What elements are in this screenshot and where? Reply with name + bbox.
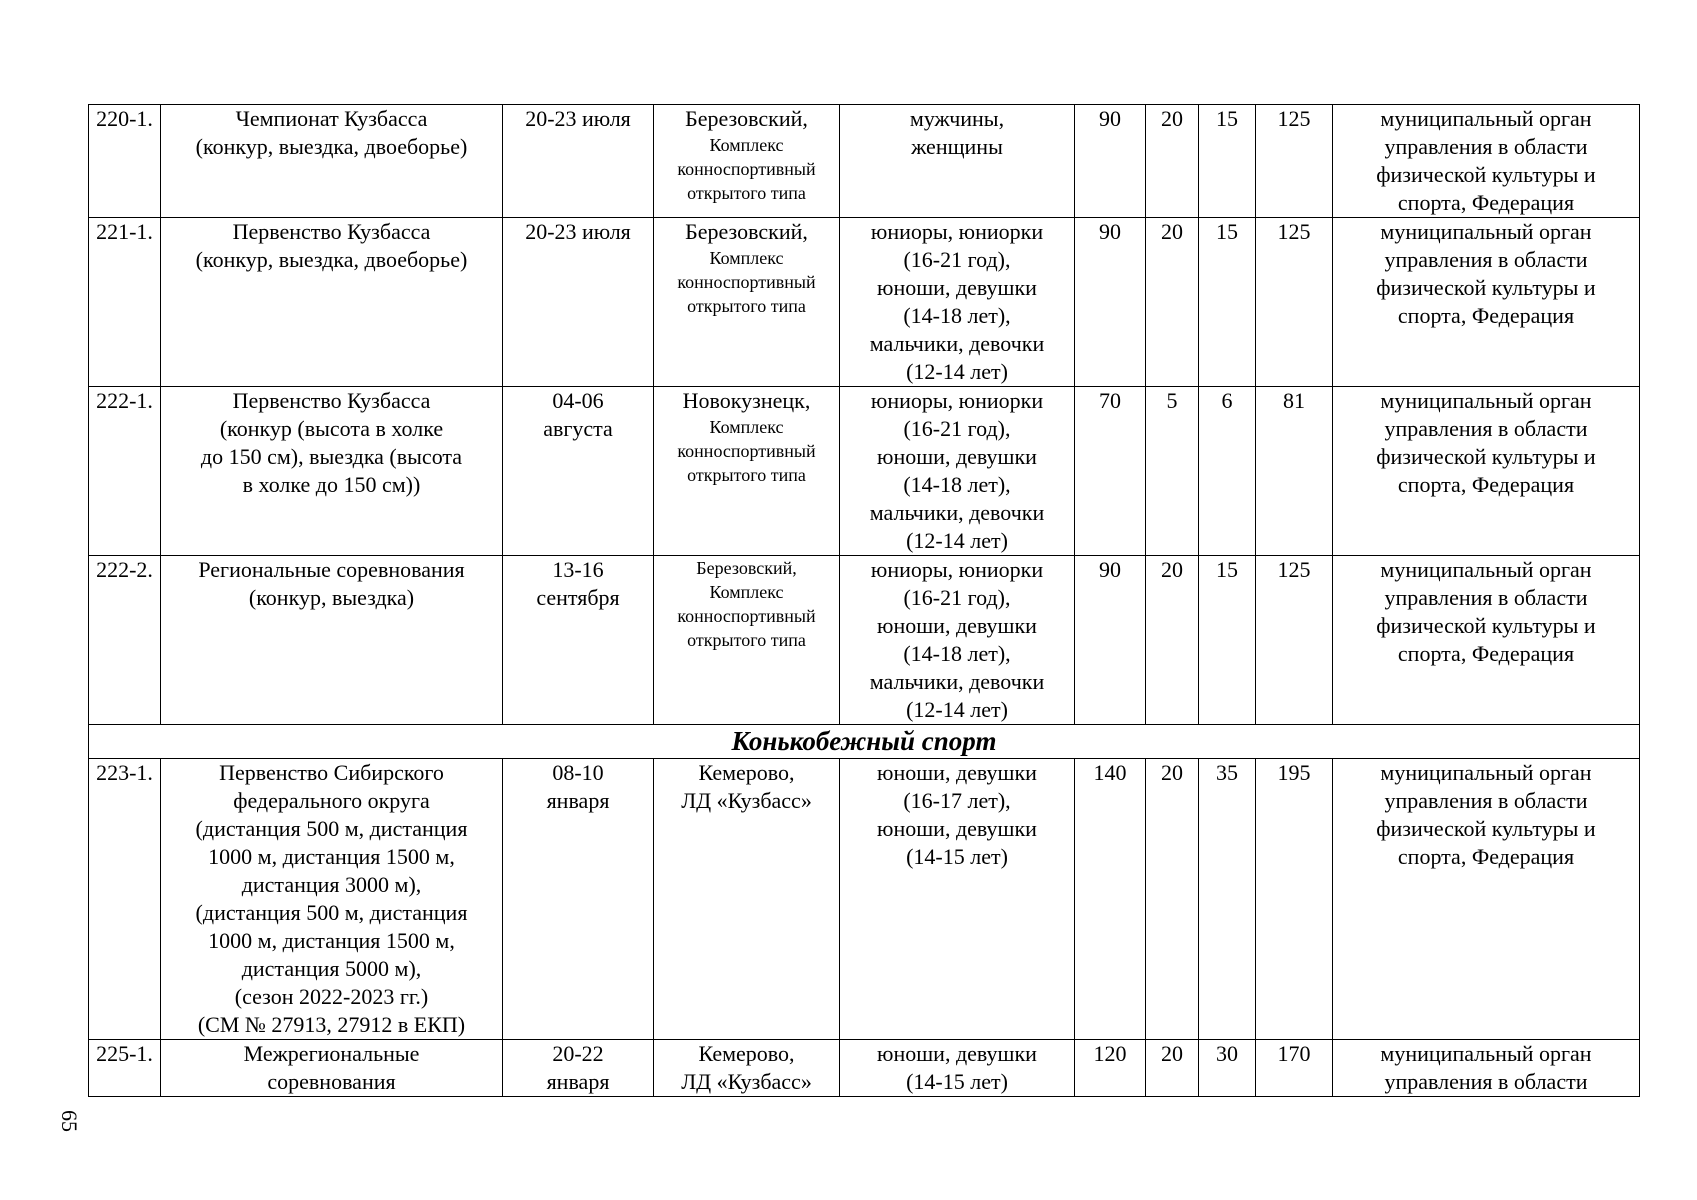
- row-number: 220-1.: [89, 105, 161, 218]
- participants: мужчины, женщины: [840, 105, 1075, 218]
- row-number: 223-1.: [89, 759, 161, 1040]
- event-name: Региональные соревнования (конкур, выездка): [161, 556, 503, 725]
- table-row: [89, 759, 1640, 1040]
- event-name: Межрегиональные соревнования: [161, 1040, 503, 1097]
- venue-city: Березовский,: [685, 106, 808, 131]
- organizer: муниципальный орган управления в области физической культуры и спорта, Федерация: [1333, 387, 1640, 556]
- participants: юниоры, юниорки (16-21 год), юноши, девушки (14-18 лет), мальчики, девочки (12-14 лет): [840, 218, 1075, 387]
- event-venue: [654, 387, 840, 556]
- count-1: 140: [1075, 759, 1146, 1040]
- organizer: муниципальный орган управления в области физической культуры и спорта, Федерация: [1333, 759, 1640, 1040]
- event-name: Первенство Кузбасса (конкур, выездка, двоеборье): [161, 218, 503, 387]
- table-row: [89, 1040, 1640, 1097]
- page-number: 65: [57, 1110, 82, 1132]
- events-table: [88, 104, 1640, 1097]
- count-2: 20: [1146, 105, 1199, 218]
- count-1: 90: [1075, 105, 1146, 218]
- event-dates: 13-16 сентября: [503, 556, 654, 725]
- participants: юноши, девушки (16-17 лет), юноши, девушки (14-15 лет): [840, 759, 1075, 1040]
- count-3: 15: [1199, 105, 1256, 218]
- count-2: 20: [1146, 218, 1199, 387]
- table-row: [89, 387, 1640, 556]
- venue-detail: Комплекс конноспортивный открытого типа: [677, 248, 816, 316]
- count-3: 35: [1199, 759, 1256, 1040]
- event-dates: 20-23 июля: [503, 218, 654, 387]
- section-row: [89, 725, 1640, 759]
- event-dates: 08-10 января: [503, 759, 654, 1040]
- count-2: 20: [1146, 759, 1199, 1040]
- participants: юниоры, юниорки (16-21 год), юноши, девушки (14-18 лет), мальчики, девочки (12-14 лет): [840, 556, 1075, 725]
- event-dates: 04-06 августа: [503, 387, 654, 556]
- venue-detail: Комплекс конноспортивный открытого типа: [677, 135, 816, 203]
- count-total: 125: [1256, 105, 1333, 218]
- event-dates: 20-22 января: [503, 1040, 654, 1097]
- organizer: муниципальный орган управления в области физической культуры и спорта, Федерация: [1333, 218, 1640, 387]
- participants: юноши, девушки (14-15 лет): [840, 1040, 1075, 1097]
- table-row: [89, 105, 1640, 218]
- count-3: 15: [1199, 218, 1256, 387]
- event-name: Чемпионат Кузбасса (конкур, выездка, двоеборье): [161, 105, 503, 218]
- venue-city: Кемерово, ЛД «Кузбасс»: [681, 1041, 812, 1094]
- count-2: 5: [1146, 387, 1199, 556]
- count-3: 30: [1199, 1040, 1256, 1097]
- count-3: 6: [1199, 387, 1256, 556]
- table-row: [89, 556, 1640, 725]
- event-name: Первенство Кузбасса (конкур (высота в холке до 150 см), выездка (высота в холке до 150 см)): [161, 387, 503, 556]
- count-total: 125: [1256, 556, 1333, 725]
- count-total: 81: [1256, 387, 1333, 556]
- count-total: 195: [1256, 759, 1333, 1040]
- venue-city: Березовский,: [685, 219, 808, 244]
- event-venue: [654, 105, 840, 218]
- event-venue: [654, 759, 840, 1040]
- count-total: 125: [1256, 218, 1333, 387]
- organizer: муниципальный орган управления в области физической культуры и спорта, Федерация: [1333, 105, 1640, 218]
- venue-city: Новокузнецк,: [682, 388, 811, 413]
- event-venue: [654, 556, 840, 725]
- count-1: 70: [1075, 387, 1146, 556]
- count-2: 20: [1146, 1040, 1199, 1097]
- venue-detail: Березовский, Комплекс конноспортивный открытого типа: [677, 558, 816, 650]
- row-number: 222-2.: [89, 556, 161, 725]
- table-row: [89, 218, 1640, 387]
- count-3: 15: [1199, 556, 1256, 725]
- count-2: 20: [1146, 556, 1199, 725]
- venue-city: Кемерово, ЛД «Кузбасс»: [681, 760, 812, 813]
- row-number: 225-1.: [89, 1040, 161, 1097]
- section-title: Конькобежный спорт: [89, 725, 1640, 759]
- count-1: 90: [1075, 556, 1146, 725]
- event-venue: [654, 1040, 840, 1097]
- participants: юниоры, юниорки (16-21 год), юноши, девушки (14-18 лет), мальчики, девочки (12-14 лет): [840, 387, 1075, 556]
- event-venue: [654, 218, 840, 387]
- count-1: 90: [1075, 218, 1146, 387]
- row-number: 221-1.: [89, 218, 161, 387]
- event-name: Первенство Сибирского федерального округа (дистанция 500 м, дистанция 1000 м, дистанция 1500 м, дистанция 3000 м), (дистанция 500 м, дистанция 1000 м, дистанция 1500 м, дистанция 5000 м), (сезон 2022-2023 гг.) (СМ № 27913, 27912 в ЕКП): [161, 759, 503, 1040]
- row-number: 222-1.: [89, 387, 161, 556]
- venue-detail: Комплекс конноспортивный открытого типа: [677, 417, 816, 485]
- organizer: муниципальный орган управления в области: [1333, 1040, 1640, 1097]
- organizer: муниципальный орган управления в области физической культуры и спорта, Федерация: [1333, 556, 1640, 725]
- count-1: 120: [1075, 1040, 1146, 1097]
- event-dates: 20-23 июля: [503, 105, 654, 218]
- count-total: 170: [1256, 1040, 1333, 1097]
